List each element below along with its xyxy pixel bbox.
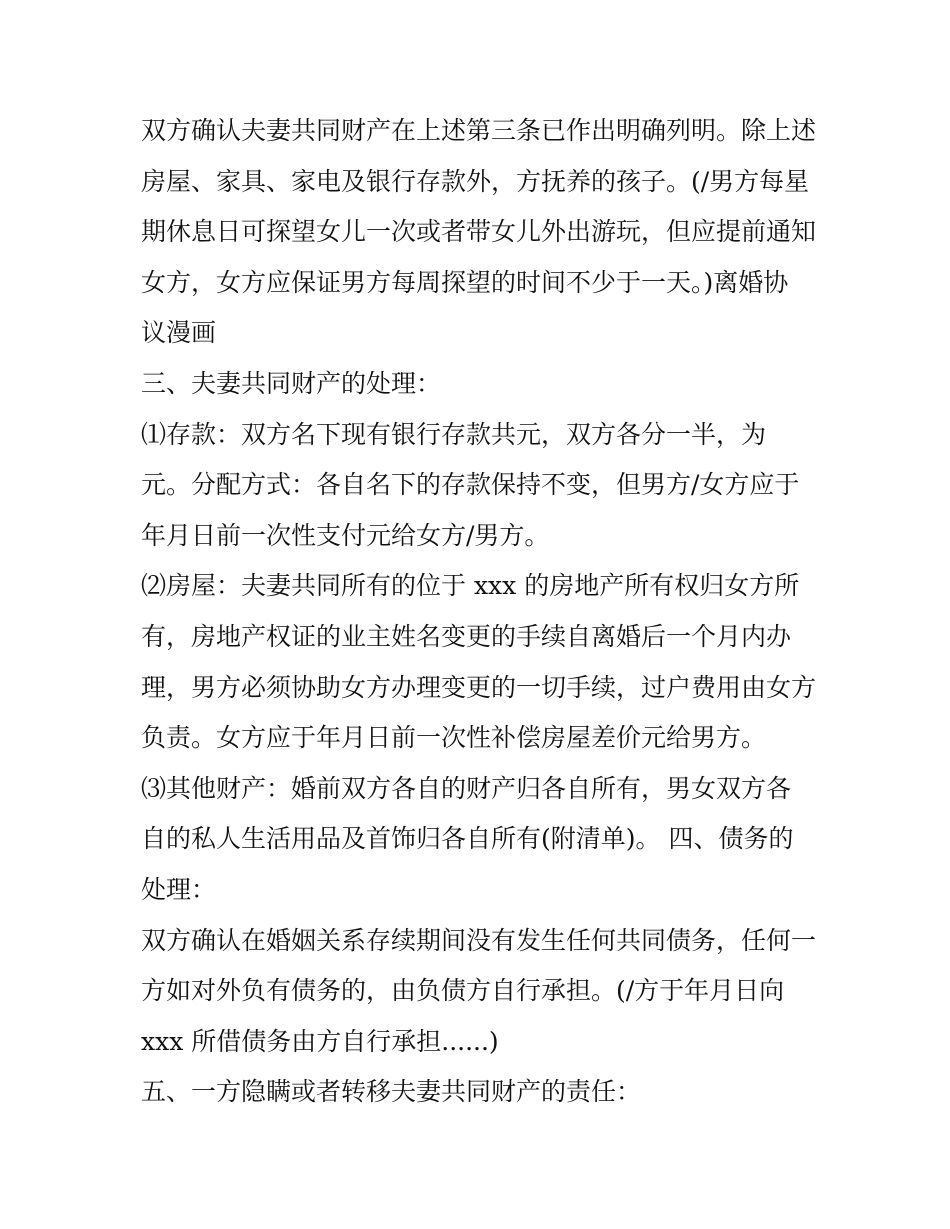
text-line: 年月日前一次性支付元给女方/男方。 [141,520,550,550]
text-line: xxx 所借债务由方自行承担......) [141,1026,499,1056]
text-line: 处理： [141,874,217,904]
text-line: ⑵房屋：夫妻共同所有的位于 xxx 的房地产所有权归女方所 [141,571,800,601]
text-line: 期休息日可探望女儿一次或者带女儿外出游玩，但应提前通知 [141,217,817,247]
text-line: 双方确认在婚姻关系存续期间没有发生任何共同债务，任何一 [141,925,817,955]
text-line: ⑴存款：双方名下现有银行存款共元，双方各分一半，为 [141,419,767,449]
document-body [141,106,841,1118]
text-line: ⑶其他财产：婚前双方各自的财产归各自所有，男女双方各 [141,773,792,803]
section-heading-3: 三、夫妻共同财产的处理： [141,368,442,398]
text-line: 房屋、家具、家电及银行存款外，方抚养的孩子。(/男方每星 [141,166,810,196]
text-line: 女方，女方应保证男方每周探望的时间不少于一天。)离婚协 [141,267,789,297]
text-line: 自的私人生活用品及首饰归各自所有(附清单)。 四、债务的 [141,824,794,854]
text-line: 负责。女方应于年月日前一次性补偿房屋差价元给男方。 [141,723,767,753]
text-line: 理，男方必须协助女方办理变更的一切手续，过户费用由女方 [141,672,817,702]
text-line: 元。分配方式：各自名下的存款保持不变，但男方/女方应于 [141,470,800,500]
text-line: 双方确认夫妻共同财产在上述第三条已作出明确列明。除上述 [141,116,817,145]
text-line: 有，房地产权证的业主姓名变更的手续自离婚后一个月内办 [141,621,792,651]
section-heading-5: 五、一方隐瞒或者转移夫妻共同财产的责任： [141,1077,642,1107]
text-line: 方如对外负有债务的，由负债方自行承担。(/方于年月日向 [141,976,785,1006]
text-line: 议漫画 [141,318,217,348]
